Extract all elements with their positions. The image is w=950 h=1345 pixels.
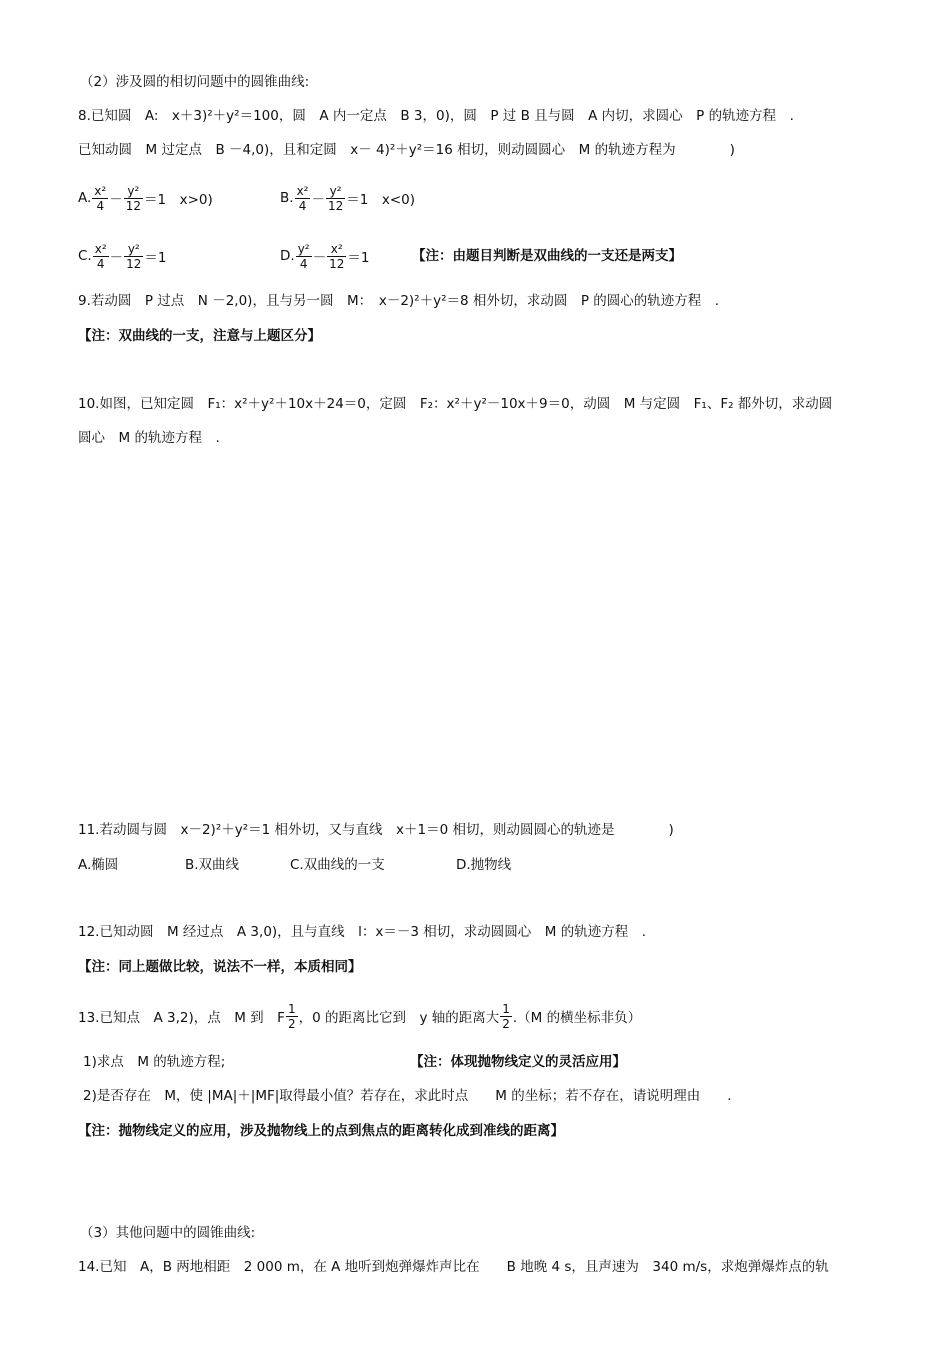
q12-note: 【注：同上题做比较，说法不一样，本质相同】: [78, 959, 362, 975]
q8b-option-a: A. $\frac{\text{x²}}{4}$ － $\frac{\text{y²}}{12}$ ＝1 x>0): [78, 183, 213, 213]
question-10-continued: 圆心 M 的轨迹方程 .: [78, 430, 220, 446]
option-a-label: A.: [78, 190, 92, 206]
q8b-option-b: B. $\frac{\text{x²}}{4}$ － $\frac{\text{y²}}{12}$ ＝1 x<0): [280, 183, 416, 213]
fraction-x2-over-4: $\frac{\text{x²}}{4}$: [296, 183, 309, 213]
section-2-heading: （2）涉及圆的相切问题中的圆锥曲线:: [80, 74, 310, 90]
q11-option-c: C.双曲线的一支: [290, 857, 385, 873]
q13-part-1-note: 【注：体现抛物线定义的灵活应用】: [410, 1054, 626, 1070]
fraction-y2-over-4: $\frac{\text{y²}}{4}$: [297, 241, 310, 271]
fraction-x2-over-12: $\frac{\text{x²}}{12}$: [329, 241, 345, 271]
question-10: 10.如图，已知定圆 F₁：x²＋y²＋10x＋24＝0，定圆 F₂：x²＋y²－10x＋9＝0，动圆 M 与定圆 F₁、F₂ 都外切，求动圆: [78, 396, 833, 412]
q13-text-start: 13.已知点 A 3,2)，点 M 到 F: [78, 1010, 285, 1026]
q11-option-d: D.抛物线: [456, 857, 512, 873]
fraction-y2-over-12: $\frac{\text{y²}}{12}$: [126, 241, 142, 271]
q11-option-a: A.椭圆: [78, 857, 119, 873]
question-11: 11.若动圆与圆 x－2)²＋y²＝1 相外切，又与直线 x＋1＝0 相切，则动圆圆心的轨迹是 ): [78, 822, 674, 838]
question-13-part-2: 2)是否存在 M，使 |MA|＋|MF|取得最小值？若存在，求此时点 M 的坐标；若不存在，请说明理由 .: [83, 1088, 732, 1104]
q13-text-middle: ，0 的距离比它到 y 轴的距离大: [298, 1010, 500, 1026]
question-8: 8.已知圆 A: x＋3)²＋y²＝100，圆 A 内一定点 B 3，0)，圆 P 过 B 且与圆 A 内切，求圆心 P 的轨迹方程 .: [78, 108, 794, 124]
option-d-tail: ＝1: [347, 250, 370, 266]
fraction-y2-over-12: $\frac{\text{y²}}{12}$: [327, 183, 344, 213]
option-c-tail: ＝1: [144, 250, 167, 266]
question-9: 9.若动圆 P 过点 N －2,0)，且与另一圆 M： x－2)²＋y²＝8 相外切，求动圆 P 的圆心的轨迹方程 .: [78, 293, 720, 309]
fraction-y2-over-12: $\frac{\text{y²}}{12}$: [125, 183, 141, 213]
option-d-label: D.: [280, 248, 295, 264]
q8b-option-c: C. $\frac{\text{x²}}{4}$ － $\frac{\text{y²}}{12}$ ＝1: [78, 241, 167, 271]
q13-part-2-note: 【注：抛物线定义的应用，涉及抛物线上的点到焦点的距离转化成到准线的距离】: [78, 1123, 564, 1139]
question-14: 14.已知 A，B 两地相距 2 000 m，在 A 地听到炮弹爆炸声比在 B 地晚 4 s，且声速为 340 m/s，求炮弹爆炸点的轨: [78, 1259, 829, 1275]
q11-option-b: B.双曲线: [185, 857, 240, 873]
q8b-note: 【注：由题目判断是双曲线的一支还是两支】: [412, 248, 682, 264]
fraction-one-half: $\frac{1}{2}$: [502, 1001, 510, 1031]
fraction-one-half: $\frac{1}{2}$: [287, 1001, 296, 1031]
question-12: 12.已知动圆 M 经过点 A 3,0)，且与直线 l：x＝－3 相切，求动圆圆心 M 的轨迹方程 .: [78, 924, 647, 940]
section-3-heading: （3）其他问题中的圆锥曲线:: [80, 1225, 256, 1241]
option-b-label: B.: [280, 190, 294, 206]
q8b-option-d: D. $\frac{\text{y²}}{4}$ － $\frac{\text{x²}}{12}$ ＝1: [280, 241, 370, 271]
option-c-label: C.: [78, 248, 92, 264]
q13-text-end: .（M 的横坐标非负）: [512, 1010, 642, 1026]
question-13: [78, 994, 641, 1038]
question-8b: 已知动圆 M 过定点 B －4,0)，且和定圆 x－ 4)²＋y²＝16 相切，则动圆圆心 M 的轨迹方程为 ): [78, 142, 735, 158]
question-13-part-1: 1)求点 M 的轨迹方程;: [83, 1054, 226, 1070]
fraction-x2-over-4: $\frac{\text{x²}}{4}$: [94, 183, 107, 213]
q9-note: 【注：双曲线的一支，注意与上题区分】: [78, 328, 321, 344]
option-b-tail: ＝1 x<0): [346, 192, 416, 208]
fraction-x2-over-4: $\frac{\text{x²}}{4}$: [94, 241, 107, 271]
option-a-tail: ＝1 x>0): [144, 192, 213, 208]
